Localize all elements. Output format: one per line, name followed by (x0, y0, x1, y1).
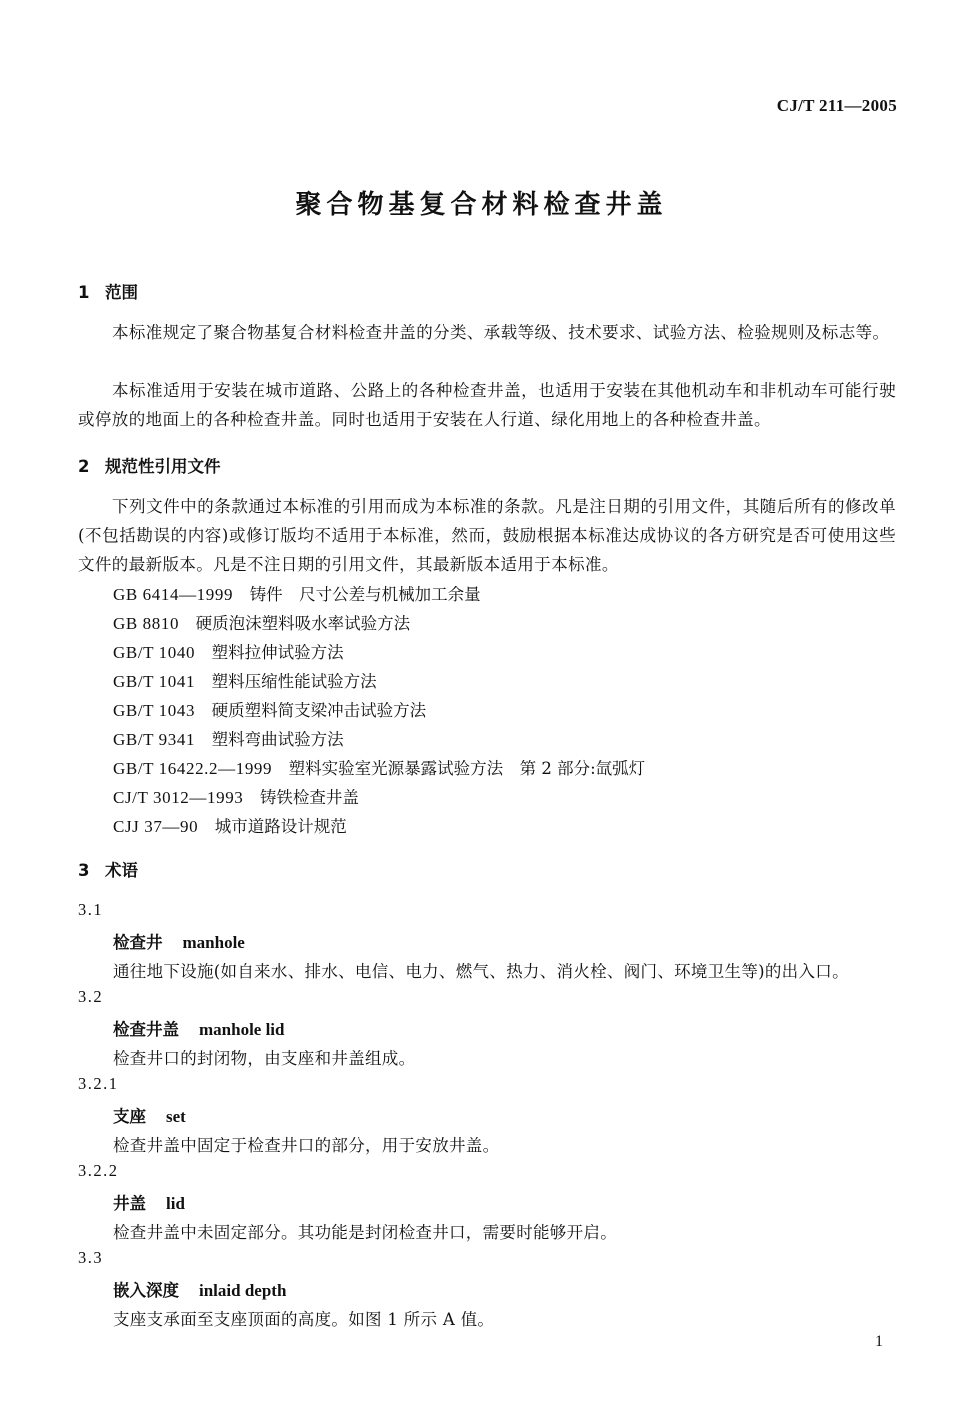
term-title (113, 1190, 185, 1214)
reference-code: GB 6414—1999 (113, 585, 234, 604)
term-definition: 支座支承面至支座顶面的高度。如图 1 所示 A 值。 (113, 1310, 495, 1329)
term-number: 3.3 (78, 1248, 104, 1267)
term-definition: 通往地下设施(如自来水、排水、电信、电力、燃气、热力、消火栓、阀门、环境卫生等)的出入口。 (113, 962, 849, 981)
reference-name: 铸件 尺寸公差与机械加工余量 (249, 585, 481, 604)
term-english: manhole (182, 933, 245, 952)
reference-name: 塑料实验室光源暴露试验方法 第 2 部分:氙弧灯 (288, 759, 646, 778)
reference-item (113, 813, 347, 837)
term-definition: 检查井盖中固定于检查井口的部分，用于安放井盖。 (113, 1136, 500, 1155)
term-chinese: 井盖 (113, 1194, 146, 1213)
term-definition: 检查井口的封闭物，由支座和井盖组成。 (113, 1049, 416, 1068)
term-english: lid (166, 1194, 185, 1213)
term-english: set (166, 1107, 186, 1126)
section-1-paragraph-2: 本标准适用于安装在城市道路、公路上的各种检查井盖，也适用于安装在其他机动车和非机动车可能行驶或停放的地面上的各种检查井盖。同时也适用于安装在人行道、绿化用地上的各种检查井盖。 (78, 381, 896, 430)
reference-item (113, 726, 344, 750)
document-title: 聚合物基复合材料检查井盖 (295, 190, 668, 220)
section-2-heading (78, 453, 221, 477)
reference-code: GB/T 1043 (113, 701, 196, 720)
reference-name: 塑料拉伸试验方法 (211, 643, 344, 662)
section-1-paragraph-1: 本标准规定了聚合物基复合材料检查井盖的分类、承载等级、技术要求、试验方法、检验规则及标志等。 (112, 323, 890, 342)
term-number: 3.2.1 (78, 1074, 119, 1093)
section-title: 术语 (105, 861, 138, 880)
term-chinese: 检查井 (113, 933, 163, 952)
reference-code: CJJ 37—90 (113, 817, 199, 836)
term-definition: 检查井盖中未固定部分。其功能是封闭检查井口，需要时能够开启。 (113, 1223, 617, 1242)
section-title: 范围 (105, 283, 138, 302)
section-1-heading (78, 279, 138, 303)
reference-code: GB/T 1041 (113, 672, 196, 691)
reference-item (113, 610, 410, 634)
term-english: inlaid depth (199, 1281, 287, 1300)
term-title (113, 1277, 286, 1301)
page-number: 1 (875, 1333, 883, 1350)
term-chinese: 检查井盖 (113, 1020, 179, 1039)
reference-item (113, 755, 645, 779)
term-number: 3.1 (78, 900, 104, 919)
section-3-heading (78, 857, 138, 881)
section-number: 1 (78, 283, 90, 302)
section-title: 规范性引用文件 (105, 457, 221, 476)
reference-name: 硬质泡沫塑料吸水率试验方法 (195, 614, 411, 633)
reference-code: GB 8810 (113, 614, 180, 633)
reference-item (113, 697, 426, 721)
term-number: 3.2 (78, 987, 104, 1006)
reference-code: CJ/T 3012—1993 (113, 788, 244, 807)
section-number: 3 (78, 861, 90, 880)
reference-name: 塑料压缩性能试验方法 (211, 672, 377, 691)
section-number: 2 (78, 457, 90, 476)
reference-name: 铸铁检查井盖 (259, 788, 359, 807)
reference-item (113, 639, 344, 663)
term-title (113, 1103, 186, 1127)
reference-code: GB/T 9341 (113, 730, 196, 749)
reference-code: GB/T 16422.2—1999 (113, 759, 273, 778)
reference-item (113, 581, 481, 605)
term-title (113, 1016, 285, 1040)
reference-code: GB/T 1040 (113, 643, 196, 662)
term-number: 3.2.2 (78, 1161, 119, 1180)
reference-name: 城市道路设计规范 (214, 817, 347, 836)
reference-name: 硬质塑料简支梁冲击试验方法 (211, 701, 427, 720)
standard-code: CJ/T 211—2005 (776, 96, 897, 115)
reference-item (113, 668, 377, 692)
term-english: manhole lid (199, 1020, 285, 1039)
term-chinese: 支座 (113, 1107, 146, 1126)
section-2-paragraph: 下列文件中的条款通过本标准的引用而成为本标准的条款。凡是注日期的引用文件，其随后所有的修改单(不包括勘误的内容)或修订版均不适用于本标准，然而，鼓励根据本标准达成协议的各方研究是否可使用这些文件的最新版本。凡是不注日期的引用文件，其最新版本适用于本标准。 (78, 497, 896, 575)
term-chinese: 嵌入深度 (113, 1281, 179, 1300)
reference-item (113, 784, 359, 808)
reference-name: 塑料弯曲试验方法 (211, 730, 344, 749)
term-title (113, 929, 245, 953)
